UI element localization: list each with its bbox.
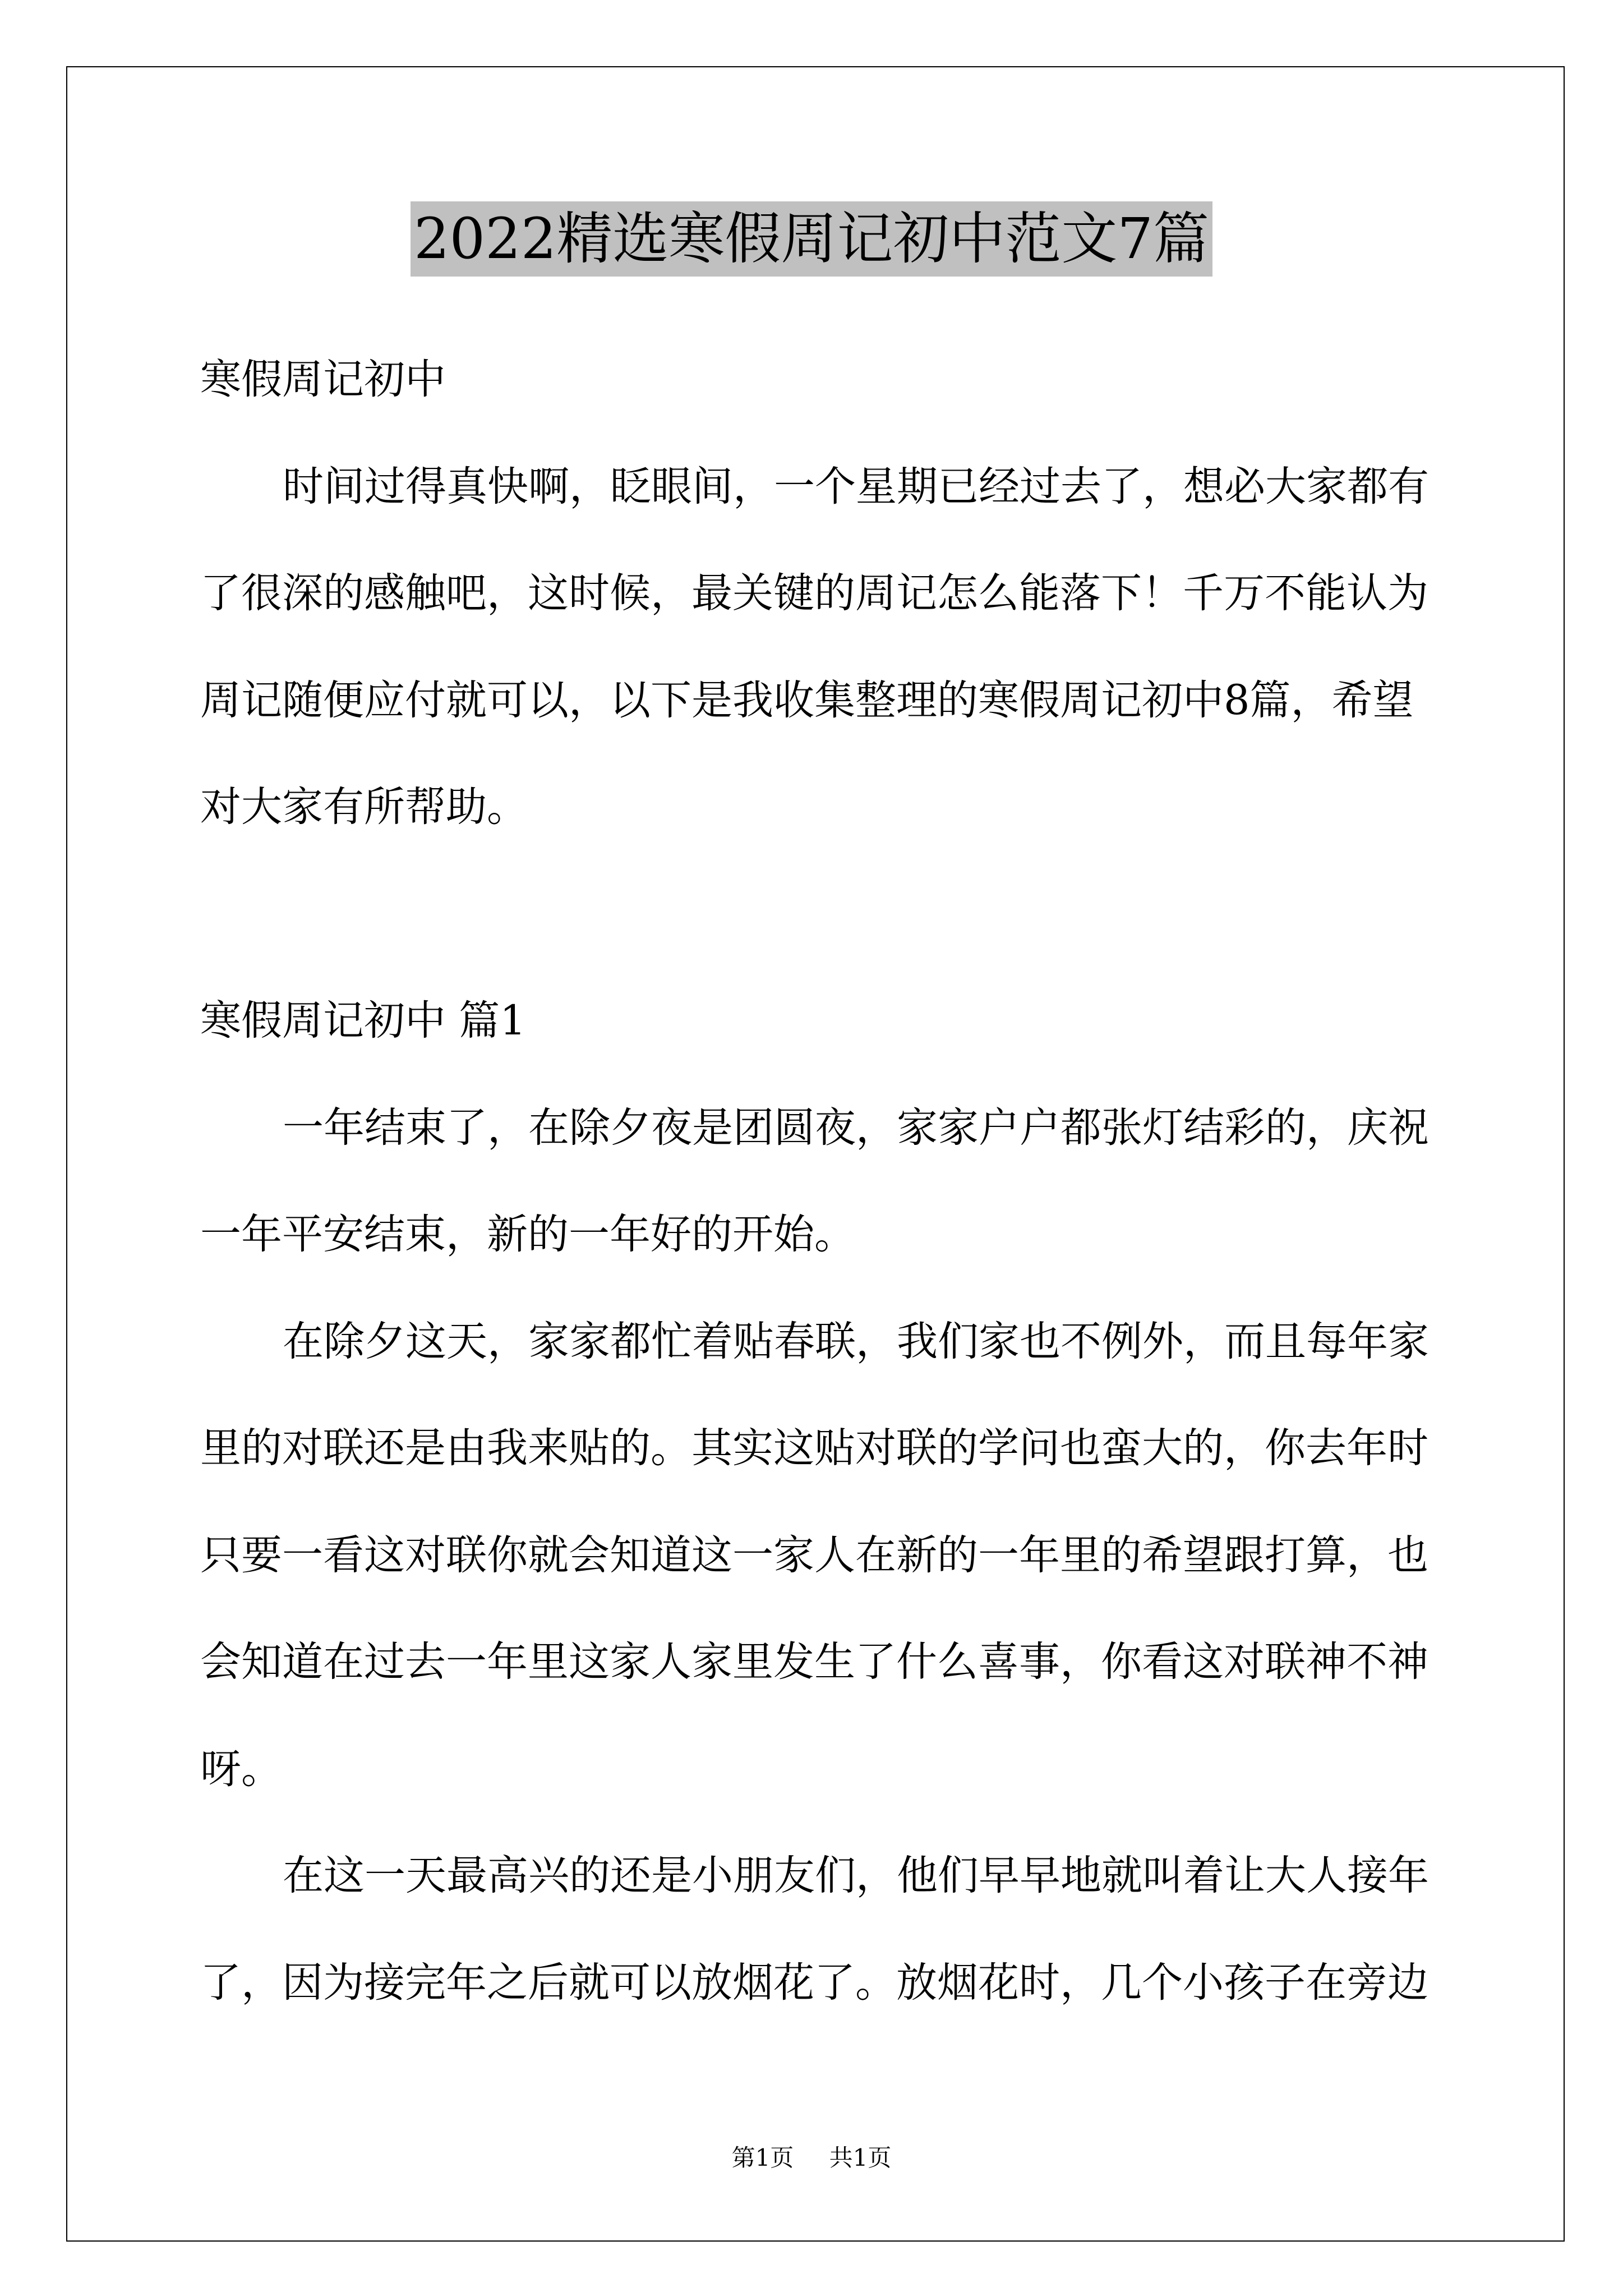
section-heading: 寒假周记初中 篇1: [200, 997, 526, 1045]
section-intro: [200, 326, 1434, 861]
paragraph-line: 只要一看这对联你就会知道这一家人在新的一年里的希望跟打算，也: [200, 1531, 1428, 1579]
document-title: 2022精选寒假周记初中范文7篇: [411, 201, 1212, 277]
paragraph: [200, 1075, 1434, 1289]
paragraph-line: 呀。: [200, 1745, 282, 1793]
paragraph-line: 时间过得真快啊，眨眼间，一个星期已经过去了，想必大家都有: [283, 462, 1429, 510]
paragraph-line: 对大家有所帮助。: [200, 783, 528, 831]
paragraph-line: 里的对联还是由我来贴的。其实这贴对联的学问也蛮大的，你去年时: [200, 1424, 1428, 1472]
page-total: 共1页: [829, 2144, 892, 2171]
paragraph-line: 周记随便应付就可以，以下是我收集整理的寒假周记初中8篇，希望: [200, 676, 1414, 724]
paragraph: [200, 1289, 1434, 1823]
paragraph-line: 了，因为接完年之后就可以放烟花了。放烟花时，几个小孩子在旁边: [200, 1958, 1428, 2007]
paragraph-line: 一年结束了，在除夕夜是团圆夜，家家户户都张灯结彩的，庆祝: [283, 1103, 1429, 1152]
paragraph: [200, 434, 1434, 861]
paragraph-line: 了很深的感触吧，这时候，最关键的周记怎么能落下！千万不能认为: [200, 569, 1428, 617]
title-container: [0, 201, 1623, 277]
paragraph-line: 会知道在过去一年里这家人家里发生了什么喜事，你看这对联神不神: [200, 1638, 1428, 1686]
paragraph-line: 一年平安结束，新的一年好的开始。: [200, 1211, 855, 1258]
paragraph-line: 在除夕这天，家家都忙着贴春联，我们家也不例外，而且每年家: [283, 1317, 1429, 1365]
paragraph-line: 在这一天最高兴的还是小朋友们，他们早早地就叫着让大人接年: [283, 1852, 1429, 1899]
section-heading: 寒假周记初中: [200, 356, 446, 403]
paragraph: [200, 1823, 1434, 2036]
page-number: 第1页: [731, 2144, 794, 2171]
document-body: [200, 326, 1434, 2036]
page-footer: [0, 2144, 1623, 2172]
section-article-1: [200, 968, 1434, 2036]
